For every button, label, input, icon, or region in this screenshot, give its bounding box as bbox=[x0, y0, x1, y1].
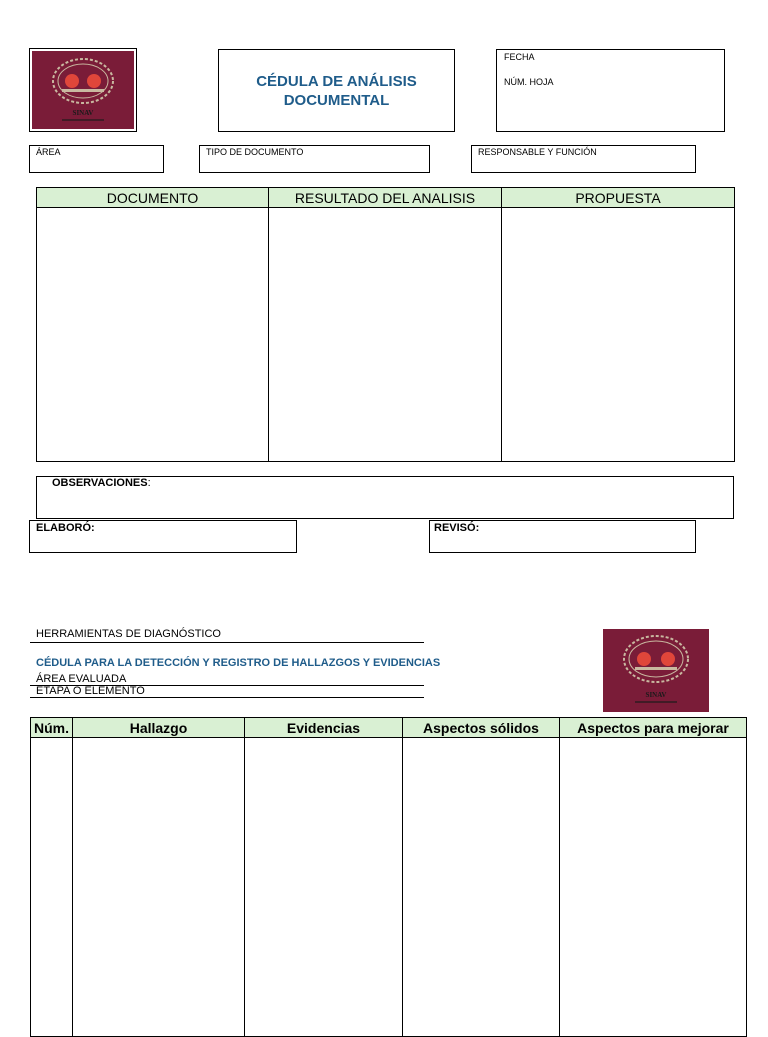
num-hoja-label: NÚM. HOJA bbox=[504, 77, 554, 87]
fecha-box[interactable] bbox=[496, 49, 725, 132]
analysis-table bbox=[36, 187, 735, 462]
herramientas-line bbox=[30, 628, 424, 643]
hallazgo-cell[interactable] bbox=[73, 738, 245, 1037]
evidencias-cell[interactable] bbox=[245, 738, 403, 1037]
elaboro-label: ELABORÓ: bbox=[36, 522, 95, 534]
propuesta-cell[interactable] bbox=[502, 208, 735, 462]
etapa-line[interactable] bbox=[30, 685, 424, 698]
tipo-documento-field[interactable] bbox=[199, 145, 430, 173]
form1-title-line1: CÉDULA DE ANÁLISIS bbox=[256, 72, 417, 90]
form1-title-line2: DOCUMENTAL bbox=[283, 91, 390, 109]
aspectos-solidos-cell[interactable] bbox=[403, 738, 560, 1037]
etapa-label: ETAPA O ELEMENTO bbox=[36, 685, 145, 697]
column-header-hallazgo: Hallazgo bbox=[73, 718, 245, 738]
elaboro-field[interactable] bbox=[29, 520, 297, 553]
aspectos-mejorar-cell[interactable] bbox=[560, 738, 747, 1037]
column-header-propuesta: PROPUESTA bbox=[502, 188, 735, 208]
responsable-label: RESPONSABLE Y FUNCIÓN bbox=[478, 147, 597, 157]
tipo-documento-label: TIPO DE DOCUMENTO bbox=[206, 147, 304, 157]
observaciones-label-wrap bbox=[52, 477, 151, 489]
observaciones-label: OBSERVACIONES bbox=[52, 477, 148, 489]
hallazgos-table-header bbox=[31, 718, 747, 738]
column-header-documento: DOCUMENTO bbox=[37, 188, 269, 208]
hallazgos-table bbox=[30, 717, 747, 1037]
reviso-label: REVISÓ: bbox=[434, 522, 480, 534]
company-logo-2 bbox=[603, 629, 709, 712]
fecha-label: FECHA bbox=[504, 52, 535, 62]
form1-title-box bbox=[218, 49, 455, 132]
area-field[interactable] bbox=[29, 145, 164, 173]
column-header-num: Núm. bbox=[31, 718, 73, 738]
column-header-aspectos-solidos: Aspectos sólidos bbox=[403, 718, 560, 738]
documento-cell[interactable] bbox=[37, 208, 269, 462]
resultado-cell[interactable] bbox=[269, 208, 502, 462]
column-header-aspectos-mejorar: Aspectos para mejorar bbox=[560, 718, 747, 738]
logo-text: SINAV bbox=[72, 109, 94, 117]
logo-2-text: SINAV bbox=[645, 691, 667, 699]
table-row bbox=[31, 738, 747, 1037]
observaciones-colon: : bbox=[147, 477, 151, 489]
company-logo bbox=[32, 51, 134, 129]
herramientas-label: HERRAMIENTAS DE DIAGNÓSTICO bbox=[36, 628, 221, 640]
observaciones-field[interactable] bbox=[36, 476, 734, 519]
column-header-resultado: RESULTADO DEL ANALISIS bbox=[269, 188, 502, 208]
form2-title: CÉDULA PARA LA DETECCIÓN Y REGISTRO DE HALLAZGOS Y EVIDENCIAS bbox=[36, 657, 441, 669]
reviso-field[interactable] bbox=[429, 520, 696, 553]
analysis-table-header bbox=[37, 188, 735, 208]
logo-frame bbox=[29, 48, 137, 132]
area-label: ÁREA bbox=[36, 147, 61, 157]
table-row bbox=[37, 208, 735, 462]
column-header-evidencias: Evidencias bbox=[245, 718, 403, 738]
responsable-field[interactable] bbox=[471, 145, 696, 173]
area-evaluada-label: ÁREA EVALUADA bbox=[36, 673, 127, 685]
num-cell[interactable] bbox=[31, 738, 73, 1037]
